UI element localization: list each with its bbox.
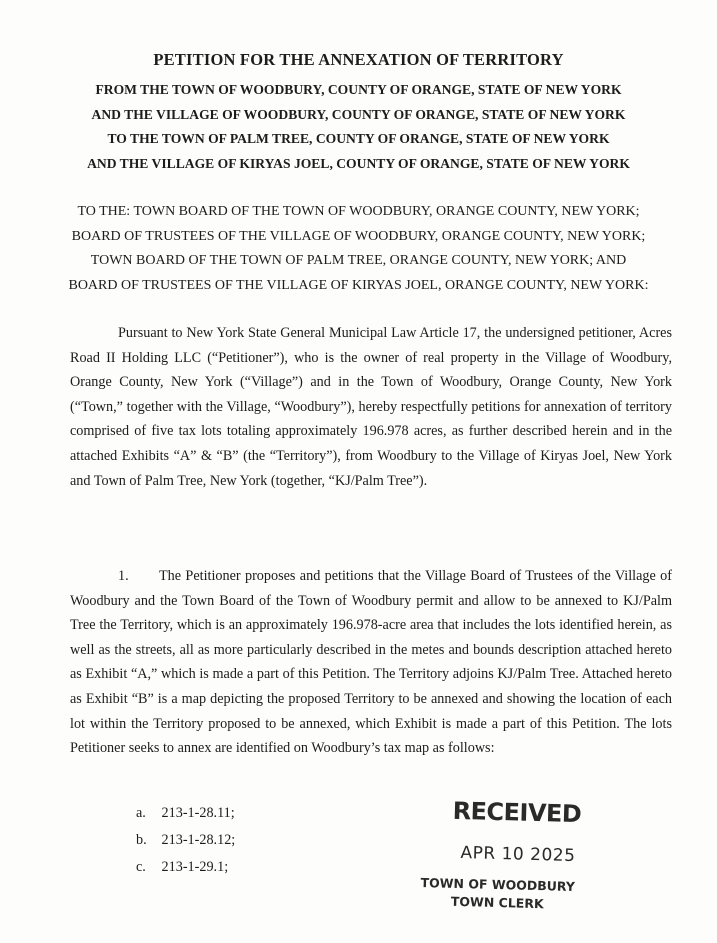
addressee-line: TOWN BOARD OF THE TOWN OF PALM TREE, ORANGE COUNTY, NEW YORK; AND bbox=[90, 253, 627, 268]
stamp-date: APR 10 2025 bbox=[460, 843, 576, 867]
list-item-letter: c. bbox=[136, 859, 146, 875]
addressee-line: TO THE: TOWN BOARD OF THE TOWN OF WOODBURY, ORANGE COUNTY, NEW YORK; bbox=[77, 204, 640, 219]
section-1-paragraph bbox=[70, 564, 672, 761]
subtitle-line: FROM THE TOWN OF WOODBURY, COUNTY OF ORANGE, STATE OF NEW YORK bbox=[95, 82, 622, 97]
tax-lot-list bbox=[136, 800, 235, 881]
addressee-block bbox=[0, 200, 717, 298]
document-subtitle bbox=[0, 78, 717, 176]
intro-paragraph: Pursuant to New York State General Municipal Law Article 17, the undersigned petitioner, Acres Road II Holding LLC (“Petitioner”), who is the owner of real property in the Village of Woodbury, Orange County, New York (“Village”) and in the Town of Woodbury, Orange County, New York (“Town,” together with the Village, “Woodbury”), hereby respectfully petitions for annexation of territory comprised of five tax lots totaling approximately 196.978 acres, as further described herein and in the attached Exhibits “A” & “B” (the “Territory”), from Woodbury to the Village of Kiryas Joel, New York and Town of Palm Tree, New York (together, “KJ/Palm Tree”). bbox=[70, 325, 672, 489]
stamp-office-line: TOWN OF WOODBURY bbox=[420, 875, 576, 895]
list-item bbox=[136, 827, 235, 854]
section-number: 1. bbox=[118, 568, 129, 584]
stamp-office bbox=[417, 874, 578, 914]
subtitle-line: AND THE VILLAGE OF WOODBURY, COUNTY OF ORANGE, STATE OF NEW YORK bbox=[91, 106, 626, 122]
received-stamp bbox=[418, 796, 582, 912]
addressee-line: BOARD OF TRUSTEES OF THE VILLAGE OF KIRYAS JOEL, ORANGE COUNTY, NEW YORK: bbox=[68, 277, 649, 293]
subtitle-line: AND THE VILLAGE OF KIRYAS JOEL, COUNTY OF ORANGE, STATE OF NEW YORK bbox=[87, 155, 630, 171]
addressee-line: BOARD OF TRUSTEES OF THE VILLAGE OF WOODBURY, ORANGE COUNTY, NEW YORK; bbox=[71, 228, 646, 244]
section-1-text: The Petitioner proposes and petitions that the Village Board of Trustees of the Village of Woodbury and the Town Board of the Town of Woodbury permit and allow to be annexed to KJ/Palm Tree the Territory, which is an approximately 196.978-acre area that includes the lots identified herein, as well as the streets, all as more particularly described in the metes and bounds description attached hereto as Exhibit “A,” which is made a part of this Petition. The Territory adjoins KJ/Palm Tree. Attached hereto as Exhibit “B” is a map depicting the proposed Territory to be annexed and showing the location of each lot within the Territory proposed to be annexed, which Exhibit is made a part of this Petition. The lots Petitioner seeks to annex are identified on Woodbury’s tax map as follows: bbox=[70, 568, 672, 757]
document-title: PETITION FOR THE ANNEXATION OF TERRITORY bbox=[153, 50, 564, 69]
list-item-letter: b. bbox=[136, 832, 147, 848]
list-item-value: 213-1-28.12; bbox=[161, 832, 236, 848]
list-item bbox=[136, 800, 235, 827]
stamp-office-line: TOWN CLERK bbox=[450, 893, 544, 912]
list-item-value: 213-1-28.11; bbox=[161, 805, 235, 821]
list-item bbox=[136, 854, 235, 881]
subtitle-line: TO THE TOWN OF PALM TREE, COUNTY OF ORANGE, STATE OF NEW YORK bbox=[107, 131, 610, 146]
stamp-received: RECEIVED bbox=[452, 796, 582, 829]
list-item-value: 213-1-29.1; bbox=[161, 859, 229, 875]
list-item-letter: a. bbox=[136, 805, 146, 821]
